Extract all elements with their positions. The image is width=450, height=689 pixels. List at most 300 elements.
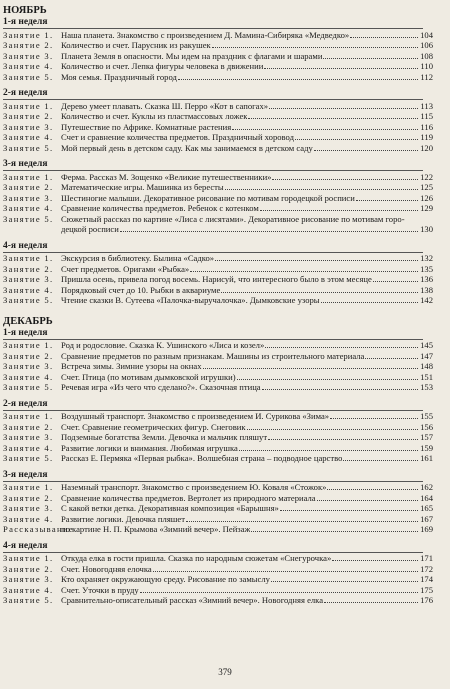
entry-page-number: 104 <box>420 29 433 40</box>
entry-title: Дерево умеет плавать. Сказка Ш. Перро «Кот в сапогах» <box>61 100 269 111</box>
lesson-word: Занятие <box>3 513 41 524</box>
entry-title: Воздушный транспорт. Знакомство с произведением И. Сурикова «Зима» <box>61 411 330 421</box>
entry-page-number: 115 <box>420 111 433 121</box>
lesson-number: 4 <box>44 513 51 524</box>
lesson-word: Занятие <box>3 361 41 371</box>
dot-leader <box>215 260 418 261</box>
toc-entry[interactable] <box>3 503 433 514</box>
page-number: 379 <box>218 667 232 677</box>
toc-entry[interactable] <box>3 182 433 193</box>
entry-title: Счет и сравнение количества предметов. Праздничный хоровод <box>61 132 294 142</box>
lesson-word: Занятие <box>3 40 41 50</box>
toc-entry[interactable] <box>3 351 433 362</box>
dot-leader <box>186 521 418 522</box>
entry-page-number: 110 <box>420 61 433 71</box>
lesson-number: 2 <box>44 263 51 274</box>
entry-title: Мой первый день в детском саду. Как мы занимаемся в детском саду <box>61 142 313 153</box>
entry-page-number: 142 <box>420 295 433 305</box>
entry-title: Сравнительно-описательный рассказ «Зимний вечер». Новогодняя елка <box>61 595 324 605</box>
week-section <box>3 328 433 393</box>
entry-page-number: 151 <box>420 371 433 382</box>
dot-leader <box>140 592 418 593</box>
dot-leader <box>239 450 418 451</box>
week-title: 1-я неделя <box>3 17 48 27</box>
toc-entry[interactable] <box>3 482 433 493</box>
lesson-number: 2 <box>44 563 51 574</box>
entry-page-number: 165 <box>420 503 433 513</box>
lesson-number: 3 <box>44 574 51 584</box>
entry-page-number: 171 <box>420 553 433 563</box>
entry-page-number: 155 <box>420 411 433 421</box>
lesson-number: 3 <box>44 121 51 132</box>
dot-leader <box>295 139 418 140</box>
dot-leader <box>153 571 418 572</box>
lesson-number: 1 <box>44 411 51 421</box>
entry-title: Сравнение количества предметов. Вертолет из природного материала <box>61 492 316 503</box>
lesson-word: Занятие <box>3 142 41 153</box>
lesson-label: Занятие 2. <box>3 182 54 192</box>
dot-leader <box>225 189 418 190</box>
toc-entry[interactable] <box>3 564 433 575</box>
dot-leader <box>237 379 418 380</box>
lesson-number: 1 <box>44 340 51 350</box>
toc-entry[interactable] <box>3 122 433 133</box>
entry-page-number: 164 <box>420 492 433 503</box>
lesson-word: Занятие <box>3 595 41 605</box>
lesson-number: 4 <box>44 61 51 71</box>
dot-leader <box>264 68 418 69</box>
week-title: 4-я неделя <box>3 240 48 251</box>
lesson-number: 4 <box>44 584 51 595</box>
entry-title: Сравнение количества предметов. Ребенок с котенком <box>61 203 259 213</box>
week-title: 3-я неделя <box>3 159 48 169</box>
lesson-word: Занятие <box>3 295 41 305</box>
lesson-number: 5 <box>44 142 51 153</box>
lesson-word: Занятие <box>3 453 41 463</box>
lesson-word: Занятие <box>3 50 41 61</box>
lesson-number: 2 <box>44 111 51 121</box>
toc-entry[interactable] <box>3 453 433 464</box>
entry-page-number: 148 <box>420 361 433 371</box>
lesson-label: Занятие 1. <box>3 253 54 263</box>
lesson-label: Занятие 2. <box>3 263 54 274</box>
lesson-number: 5 <box>44 453 51 463</box>
entry-page-number: 167 <box>420 513 433 524</box>
lesson-word: Занятие <box>3 111 41 121</box>
lesson-label: Занятие 5. <box>3 213 54 224</box>
entry-title: Речевая игра «Из чего что сделано?». Сказочная птица <box>61 382 261 392</box>
lesson-number: 2 <box>44 182 51 192</box>
toc-entry[interactable] <box>3 253 433 264</box>
lesson-word: Занятие <box>3 213 41 224</box>
toc-entry[interactable] <box>3 432 433 443</box>
lesson-label: Занятие 2. <box>3 492 54 503</box>
entry-title: по картине Н. П. Крымова «Зимний вечер». Пейзаж <box>61 524 251 534</box>
entry-title: Экскурсия в библиотеку. Былина «Садко» <box>61 253 215 263</box>
entry-title: Откуда елка в гости пришла. Сказка по народным сюжетам «Снегурочка» <box>61 553 332 563</box>
entry-title: Счет. Сравнение геометрических фигур. Снеговик <box>61 421 246 432</box>
dot-leader <box>265 347 418 348</box>
lesson-number: 4 <box>44 284 51 295</box>
entry-title: Ферма. Рассказ М. Зощенко «Великие путешественники» <box>61 171 272 182</box>
lesson-label: Занятие 4. <box>3 442 54 453</box>
lesson-word: Занятие <box>3 574 41 584</box>
lesson-word: Занятие <box>3 182 41 192</box>
dot-leader <box>323 58 418 59</box>
month-title: НОЯБРЬ <box>3 5 47 16</box>
entry-title: децкой росписи <box>61 224 119 234</box>
toc-entry[interactable] <box>3 72 433 83</box>
entry-page-number: 136 <box>420 274 433 284</box>
toc-entry[interactable] <box>3 553 433 564</box>
lesson-word: Занятие <box>3 421 41 432</box>
entry-title: Счет. Новогодняя елочка <box>61 563 152 574</box>
entry-title: Планета Земля в опасности. Мы идем на праздник с флагами и шарами <box>61 50 323 61</box>
lesson-word: Занятие <box>3 274 41 284</box>
week-section <box>3 470 433 535</box>
lesson-label-text: Рассказывание <box>3 524 74 534</box>
entry-title: Сравнение предметов по разным признакам. Машины из строительного материала <box>61 350 365 361</box>
entry-page-number: 147 <box>420 350 433 361</box>
lesson-word: Занятие <box>3 284 41 295</box>
week-title: 1-я неделя <box>3 327 48 338</box>
lesson-label: Занятие 1. <box>3 100 54 111</box>
lesson-label: Занятие 5. <box>3 295 54 305</box>
entry-title: Чтение сказки В. Сутеева «Палочка-выручалочка». Дымковские узоры <box>61 295 320 305</box>
entry-title: Развитие логики и внимания. Любимая игрушка <box>61 442 238 453</box>
lesson-word: Занятие <box>3 553 41 563</box>
lesson-label: Занятие 1. <box>3 340 54 350</box>
lesson-label: Занятие 4. <box>3 513 54 524</box>
entry-page-number: 129 <box>420 203 433 213</box>
dot-leader <box>314 150 418 151</box>
dot-leader <box>272 179 418 180</box>
lesson-label: Занятие 4. <box>3 132 54 142</box>
entry-page-number: 157 <box>420 432 433 442</box>
entry-page-number: 132 <box>420 253 433 263</box>
entry-page-number: 135 <box>420 263 433 274</box>
toc-entry[interactable] <box>3 193 433 204</box>
toc-entry[interactable] <box>3 361 433 372</box>
lesson-label: Занятие 3. <box>3 574 54 584</box>
week-title: 3-я неделя <box>3 469 48 480</box>
dot-leader <box>251 531 418 532</box>
dot-leader <box>221 292 418 293</box>
toc-entry[interactable] <box>3 285 433 296</box>
entry-title: Наша планета. Знакомство с произведением Д. Мамина-Сибиряка «Медведко» <box>61 29 350 40</box>
lesson-label: Занятие 4. <box>3 284 54 295</box>
lesson-word: Занятие <box>3 263 41 274</box>
lesson-number: 3 <box>44 192 51 203</box>
toc-entry[interactable] <box>3 111 433 122</box>
lesson-label: Занятие 5. <box>3 595 54 605</box>
lesson-word: Занятие <box>3 432 41 442</box>
lesson-number: 2 <box>44 421 51 432</box>
dot-leader <box>247 429 418 430</box>
lesson-label: Занятие 3. <box>3 274 54 284</box>
lesson-label: Занятие 4. <box>3 371 54 382</box>
dot-leader <box>356 200 418 201</box>
lesson-label <box>3 524 74 535</box>
lesson-number: 3 <box>44 274 51 284</box>
entry-title: Сюжетный рассказ по картине «Лиса с лисятами». Декоративное рисование по мотивам горо- <box>61 213 405 224</box>
dot-leader <box>203 368 419 369</box>
entry-title: Наземный транспорт. Знакомство с произведением Ю. Коваля «Стожок» <box>61 482 327 492</box>
dot-leader <box>212 47 418 48</box>
toc-entry[interactable] <box>3 51 433 62</box>
entry-title: С какой ветки детка. Декоративная композиция «Барышня» <box>61 503 279 513</box>
entry-title: Кто охраняет окружающую среду. Рисование по замыслу <box>61 574 270 584</box>
lesson-number: 1 <box>44 100 51 111</box>
lesson-word: Занятие <box>3 100 41 111</box>
dot-leader <box>317 500 418 501</box>
dot-leader <box>269 108 418 109</box>
toc-entry[interactable] <box>3 493 433 504</box>
lesson-label: Занятие 1. <box>3 29 54 40</box>
lesson-label: Занятие 4. <box>3 584 54 595</box>
entry-page-number: 125 <box>420 182 433 192</box>
lesson-label: Занятие 3. <box>3 361 54 371</box>
lesson-label: Занятие 5. <box>3 71 54 82</box>
lesson-number: 3 <box>44 432 51 442</box>
entry-page-number: 145 <box>420 340 433 350</box>
entry-title: Количество и счет. Куклы из пластмассовых ложек <box>61 111 248 121</box>
lesson-label: Занятие 3. <box>3 503 54 513</box>
dot-leader <box>178 79 418 80</box>
week-title: 4-я неделя <box>3 540 48 551</box>
lesson-number: 5 <box>44 595 51 605</box>
dot-leader <box>330 418 418 419</box>
entry-title: Подземные богатства Земли. Девочка и мальчик пляшут <box>61 432 268 442</box>
lesson-number: 3 <box>44 503 51 513</box>
lesson-number: 1 <box>44 482 51 492</box>
lesson-word: Занятие <box>3 121 41 132</box>
entry-page-number: 172 <box>420 563 433 574</box>
dot-leader <box>343 460 418 461</box>
lesson-number: 4 <box>44 203 51 213</box>
entry-title: Пришла осень, привела погод восемь. Нарисуй, что интересного было в этом месяце <box>61 274 372 284</box>
lesson-word: Занятие <box>3 340 41 350</box>
entry-title: Встреча зимы. Зимние узоры на окнах <box>61 361 202 371</box>
entry-page-number: 138 <box>420 284 433 295</box>
week-title: 2-я неделя <box>3 88 48 98</box>
dot-leader <box>268 439 418 440</box>
entry-title: Рассказ Е. Пермяка «Первая рыбка». Волшебная страна – подводное царство <box>61 453 343 463</box>
dot-leader <box>248 118 418 119</box>
lesson-number: 5 <box>44 213 51 224</box>
entry-page-number: 120 <box>420 142 433 153</box>
lesson-label: Занятие 5. <box>3 382 54 392</box>
lesson-number: 1 <box>44 171 51 182</box>
toc-entry[interactable] <box>3 382 433 393</box>
toc-entry[interactable] <box>3 172 433 183</box>
entry-title: Счет. Птица (по мотивам дымковской игрушки) <box>61 371 236 382</box>
entry-title: Счет предметов. Оригами «Рыбка» <box>61 263 190 274</box>
toc-entry[interactable] <box>3 524 433 535</box>
entry-page-number: 159 <box>420 442 433 453</box>
entry-page-number: 122 <box>420 171 433 182</box>
lesson-number: 3 <box>44 361 51 371</box>
entry-title: Моя семья. Праздничный город <box>61 71 177 82</box>
entry-page-number: 112 <box>420 71 433 82</box>
lesson-word: Занятие <box>3 563 41 574</box>
dot-leader <box>332 560 418 561</box>
entry-title: Количество и счет. Парусник из ракушек <box>61 40 211 50</box>
dot-leader <box>232 129 418 130</box>
entry-page-number: 174 <box>420 574 433 584</box>
lesson-word: Занятие <box>3 192 41 203</box>
entry-title: Порядковый счет до 10. Рыбки в аквариуме <box>61 284 221 295</box>
week-section <box>3 159 433 235</box>
entry-title: Путешествие по Африке. Комнатные растения <box>61 121 232 132</box>
lesson-number: 2 <box>44 492 51 503</box>
toc-entry[interactable] <box>3 61 433 72</box>
toc-entry[interactable] <box>3 214 433 235</box>
toc-entry[interactable] <box>3 274 433 285</box>
entry-page-number: 116 <box>420 121 433 132</box>
dot-leader <box>365 358 418 359</box>
lesson-number: 2 <box>44 350 51 361</box>
week-section <box>3 88 433 153</box>
entry-page-number: 126 <box>420 192 433 203</box>
lesson-number: 4 <box>44 442 51 453</box>
toc-entry[interactable] <box>3 443 433 454</box>
lesson-number: 1 <box>44 553 51 563</box>
lesson-word: Занятие <box>3 492 41 503</box>
lesson-word: Занятие <box>3 584 41 595</box>
lesson-label: Занятие 3. <box>3 432 54 442</box>
lesson-word: Занятие <box>3 253 41 263</box>
entry-page-number: 169 <box>420 524 433 534</box>
lesson-word: Занятие <box>3 61 41 71</box>
entry-title: Шестиногие малыши. Декоративное рисование по мотивам городецкой росписи <box>61 192 355 203</box>
lesson-word: Занятие <box>3 442 41 453</box>
toc-entry[interactable] <box>3 264 433 275</box>
toc-entry[interactable] <box>3 514 433 525</box>
lesson-label: Занятие 2. <box>3 563 54 574</box>
toc-entry[interactable] <box>3 585 433 596</box>
dot-leader <box>327 489 418 490</box>
entry-page-number: 176 <box>420 595 433 605</box>
week-section <box>3 241 433 306</box>
dot-leader <box>280 510 418 511</box>
lesson-word: Занятие <box>3 171 41 182</box>
dot-leader <box>260 210 418 211</box>
dot-leader <box>190 271 418 272</box>
toc-entry[interactable] <box>3 132 433 143</box>
entry-title: Счет. Уточки в пруду <box>61 584 139 595</box>
toc-entry[interactable] <box>3 340 433 351</box>
lesson-label: Занятие 3. <box>3 192 54 203</box>
lesson-number: 4 <box>44 132 51 142</box>
lesson-label: Занятие 5. <box>3 142 54 153</box>
entry-page-number: 156 <box>420 421 433 432</box>
lesson-word: Занятие <box>3 503 41 513</box>
lesson-label: Занятие 2. <box>3 111 54 121</box>
entry-page-number: 113 <box>420 100 433 111</box>
week-section <box>3 399 433 464</box>
week-title: 2-я неделя <box>3 398 48 409</box>
dot-leader <box>271 581 418 582</box>
dot-leader <box>324 602 418 603</box>
toc-entry[interactable] <box>3 40 433 51</box>
lesson-number: 1 <box>44 29 51 40</box>
toc-entry[interactable] <box>3 422 433 433</box>
lesson-word: Занятие <box>3 411 41 421</box>
entry-page-number: 153 <box>420 382 433 392</box>
entry-title: Развитие логики. Девочка пляшет <box>61 513 185 524</box>
lesson-number: 3 <box>44 50 51 61</box>
dot-leader <box>321 302 418 303</box>
lesson-number: 5 <box>44 382 51 392</box>
lesson-word: Занятие <box>3 371 41 382</box>
toc-entry[interactable] <box>3 372 433 383</box>
entry-page-number: 175 <box>420 584 433 595</box>
entry-title: Род и родословие. Сказка К. Ушинского «Лиса и козел» <box>61 340 265 350</box>
week-section <box>3 17 433 82</box>
lesson-label: Занятие 2. <box>3 40 54 50</box>
toc-entry[interactable] <box>3 411 433 422</box>
lesson-word: Занятие <box>3 71 41 82</box>
lesson-number: 1 <box>44 253 51 263</box>
lesson-word: Занятие <box>3 482 41 492</box>
entry-title: Количество и счет. Лепка фигуры человека в движении <box>61 61 264 71</box>
lesson-number: 4 <box>44 371 51 382</box>
entry-page-number: 108 <box>420 50 433 61</box>
lesson-label: Занятие 1. <box>3 411 54 421</box>
lesson-label: Занятие 3. <box>3 50 54 61</box>
lesson-word: Занятие <box>3 29 41 40</box>
toc-entry[interactable] <box>3 30 433 41</box>
entry-page-number: 119 <box>420 132 433 142</box>
dot-leader <box>120 231 418 232</box>
month-title: ДЕКАБРЬ <box>3 315 53 327</box>
lesson-number: 5 <box>44 295 51 305</box>
lesson-number: 5 <box>44 71 51 82</box>
table-of-contents <box>3 4 433 606</box>
lesson-label: Занятие 2. <box>3 350 54 361</box>
toc-entry[interactable] <box>3 143 433 154</box>
lesson-label: Занятие 2. <box>3 421 54 432</box>
toc-entry[interactable] <box>3 295 433 306</box>
lesson-word: Занятие <box>3 350 41 361</box>
toc-entry[interactable] <box>3 203 433 214</box>
lesson-label: Занятие 4. <box>3 203 54 213</box>
toc-entry[interactable] <box>3 574 433 585</box>
lesson-word: Занятие <box>3 203 41 213</box>
lesson-word: Занятие <box>3 382 41 392</box>
lesson-label: Занятие 1. <box>3 171 54 182</box>
toc-entry[interactable] <box>3 101 433 112</box>
lesson-label: Занятие 3. <box>3 121 54 132</box>
week-section <box>3 541 433 606</box>
entry-page-number: 106 <box>420 40 433 50</box>
toc-entry[interactable] <box>3 595 433 606</box>
dot-leader <box>373 281 418 282</box>
lesson-label: Занятие 1. <box>3 482 54 492</box>
lesson-label: Занятие 4. <box>3 61 54 71</box>
dot-leader <box>262 389 418 390</box>
entry-page-number: 162 <box>420 482 433 492</box>
entry-title: Математические игры. Машинка из бересты <box>61 182 224 192</box>
lesson-number: 2 <box>44 40 51 50</box>
entry-page-number: 161 <box>420 453 433 463</box>
lesson-word: Занятие <box>3 132 41 142</box>
lesson-label: Занятие 5. <box>3 453 54 463</box>
entry-page-number: 130 <box>420 224 433 234</box>
dot-leader <box>350 37 418 38</box>
lesson-label: Занятие 1. <box>3 553 54 563</box>
